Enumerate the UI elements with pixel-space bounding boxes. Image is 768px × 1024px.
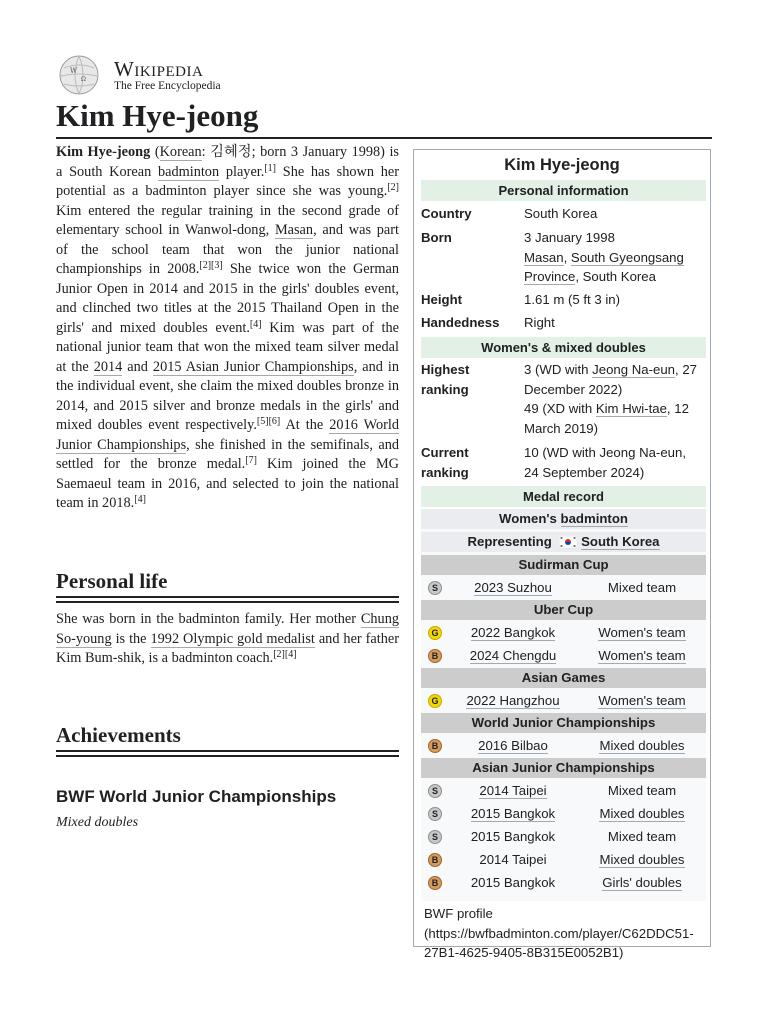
bronze-medal-icon: B [428, 853, 442, 867]
ref-5-6[interactable]: [5][6] [256, 416, 281, 427]
medal-event: Mixed team [607, 783, 677, 798]
silver-medal-icon: S [428, 581, 442, 595]
medal-row [421, 622, 706, 644]
medal-location[interactable]: 2014 Taipei [479, 783, 547, 798]
handedness-label: Handedness [421, 315, 500, 330]
doubles-header: Women's & mixed doubles [421, 337, 706, 358]
competition-header[interactable]: World Junior Championships [421, 713, 706, 733]
medal-event[interactable]: Mixed doubles [599, 738, 685, 753]
medal-row [421, 872, 706, 894]
medal-row [421, 645, 706, 667]
bwf-world-junior-heading: BWF World Junior Championships [56, 787, 337, 806]
korean-language-link[interactable]: Korean [159, 144, 202, 160]
medal-location[interactable]: 2023 Suzhou [474, 580, 552, 595]
ref-2[interactable]: [2] [387, 182, 399, 193]
born-label: Born [421, 230, 452, 245]
asian-junior-2015-link[interactable]: 2015 Asian Junior Championships [152, 358, 354, 375]
highest-ranking-label: Highest ranking [421, 362, 470, 397]
medal-row [421, 735, 706, 757]
competition-header[interactable]: Asian Games [421, 668, 706, 688]
kim-hwi-tae-link[interactable]: Kim Hwi-tae [595, 401, 667, 416]
south-korea-flag-icon [559, 536, 577, 548]
handedness-value: Right [524, 315, 555, 330]
medal-event[interactable]: Women's team [598, 648, 686, 663]
competition-header[interactable]: Uber Cup [421, 600, 706, 620]
medal-event: Mixed team [607, 580, 677, 595]
bwf-profile-link[interactable]: BWF profile (https://bwfbadminton.com/player/C62DDC51-27B1-4625-9405-8B315E0052B1) [424, 906, 694, 960]
masan-born-link[interactable]: Masan [524, 249, 564, 265]
medal-location[interactable]: 2022 Hangzhou [466, 693, 560, 708]
height-value: 1.61 m (5 ft 3 in) [524, 292, 621, 307]
ref-4b[interactable]: [4] [134, 494, 146, 505]
badminton-link[interactable]: badminton [157, 163, 220, 180]
medal-location[interactable]: 2022 Bangkok [470, 625, 556, 640]
sport-badminton-link[interactable]: badminton [560, 511, 628, 526]
ref-2-4[interactable]: [2][4] [273, 649, 297, 660]
born-date: 3 January 1998 [524, 230, 615, 245]
mother-link[interactable]: Chung So-young [56, 611, 399, 647]
silver-medal-icon: S [428, 830, 442, 844]
personal-life-divider [56, 596, 399, 603]
wikipedia-logo[interactable] [56, 54, 221, 96]
medal-location[interactable]: 2024 Chengdu [469, 648, 557, 663]
ref-1[interactable]: [1] [264, 162, 277, 174]
title-divider [56, 137, 712, 139]
intro-paragraph: Kim Hye-jeong (Korean: 김혜정; born 3 January 1998) is a South Korean badminton player.[1] She has shown her potential as a badminton player since she was young.[2] Kim entered the regular training in the second grade of elementary school in Wanwol-dong, Masan, and was part of the school team that won the junior national championships in 2008.[2][3] She twice won the German Junior Open in 2014 and 2015 in the girls' doubles event, and clinched two titles at the 2015 Thailand Open in the girls' and mixed doubles event.[4] Kim was part of the national junior team that won the mixed team silver medal at the 2014 and 2015 Asian Junior Championships, and in the individual event, she claim the mixed doubles bronze in 2014, and 2015 silver and bronze medals in the girls' and mixed doubles event respectively.[5][6] At the 2016 World Junior Championships, she finished in the semifinals, and settled for the bronze medal.[7] Kim joined the MG Saemaeul team in 2016, and selected to join the national team in 2018.[4] [56, 144, 400, 511]
personal-life-heading: Personal life [56, 569, 168, 593]
jeong-na-eun-link[interactable]: Jeong Na-eun [592, 362, 675, 377]
medal-event[interactable]: Mixed doubles [599, 806, 685, 821]
olympic-gold-link[interactable]: 1992 Olympic gold medalist [150, 630, 315, 647]
medal-event[interactable]: Girls' doubles [602, 875, 682, 890]
medal-location: 2014 Taipei [479, 852, 547, 867]
svg-text:W: W [70, 67, 78, 75]
medal-location: 2015 Bangkok [470, 829, 556, 844]
infobox-title: Kim Hye-jeong [504, 156, 620, 174]
ref-7[interactable]: [7] [245, 455, 257, 466]
achievements-heading: Achievements [56, 723, 181, 747]
personal-life-paragraph: She was born in the badminton family. Her mother Chung So-young is the 1992 Olympic gold medalist and her father Kim Bum-shik, is a badminton coach.[2][4] [56, 611, 399, 666]
sport-row: Women's badminton [421, 509, 706, 529]
gold-medal-icon: G [428, 694, 442, 708]
born-value: 3 January 1998 Masan, South Gyeongsang Province, South Korea [524, 228, 704, 287]
achievements-divider [56, 750, 399, 757]
mixed-doubles-label: Mixed doubles [56, 815, 139, 830]
page-title: Kim Hye-jeong [56, 98, 259, 133]
bronze-medal-icon: B [428, 876, 442, 890]
wordmark-subtitle: The Free Encyclopedia [114, 79, 221, 92]
personal-info-header: Personal information [421, 180, 706, 201]
medal-location[interactable]: 2016 Bilbao [478, 738, 548, 753]
height-label: Height [421, 292, 463, 307]
medal-row [421, 826, 706, 848]
wikipedia-globe-icon [56, 54, 102, 96]
medal-event[interactable]: Women's team [598, 625, 686, 640]
medal-record-header: Medal record [421, 486, 706, 507]
bronze-medal-icon: B [428, 739, 442, 753]
silver-medal-icon: S [428, 807, 442, 821]
bold-name: Kim Hye-jeong [56, 144, 151, 160]
medal-location: 2015 Bangkok [470, 875, 556, 890]
medal-row [421, 577, 706, 599]
ref-4[interactable]: [4] [249, 318, 262, 330]
gold-medal-icon: G [428, 626, 442, 640]
masan-link[interactable]: Masan [274, 222, 314, 238]
bronze-medal-icon: B [428, 649, 442, 663]
world-junior-2016-link[interactable]: 2016 World Junior Championships [56, 417, 399, 453]
year-2014-link[interactable]: 2014 [93, 358, 123, 375]
medal-event: Mixed team [607, 829, 677, 844]
medal-event[interactable]: Women's team [598, 693, 686, 708]
south-gyeongsang-link[interactable]: South Gyeongsang Province [524, 249, 684, 284]
medal-event[interactable]: Mixed doubles [599, 852, 685, 867]
competition-header[interactable]: Asian Junior Championships [421, 758, 706, 778]
competition-header[interactable]: Sudirman Cup [421, 555, 706, 575]
medal-row [421, 803, 706, 825]
silver-medal-icon: S [428, 784, 442, 798]
country-label: Country [421, 206, 472, 221]
current-ranking-label: Current ranking [421, 445, 469, 480]
medal-row [421, 780, 706, 802]
country-value: South Korea [524, 206, 598, 221]
medal-row [421, 690, 706, 712]
svg-text:Ω: Ω [81, 76, 86, 83]
current-ranking-value: 10 (WD with Jeong Na-eun, 24 September 2024) [524, 445, 686, 480]
south-korea-link[interactable]: South Korea [581, 534, 660, 549]
wordmark-title: Wikipedia [114, 56, 204, 81]
medal-location[interactable]: 2015 Bangkok [470, 806, 556, 821]
medal-row [421, 849, 706, 871]
ref-2-3[interactable]: [2][3] [199, 260, 223, 271]
representing-row: Representing South Korea [421, 532, 706, 552]
infobox [413, 149, 711, 960]
highest-ranking-value: 3 (WD with Jeong Na-eun, 27 December 2022) 49 (XD with Kim Hwi-tae, 12 March 2019) [524, 362, 697, 436]
